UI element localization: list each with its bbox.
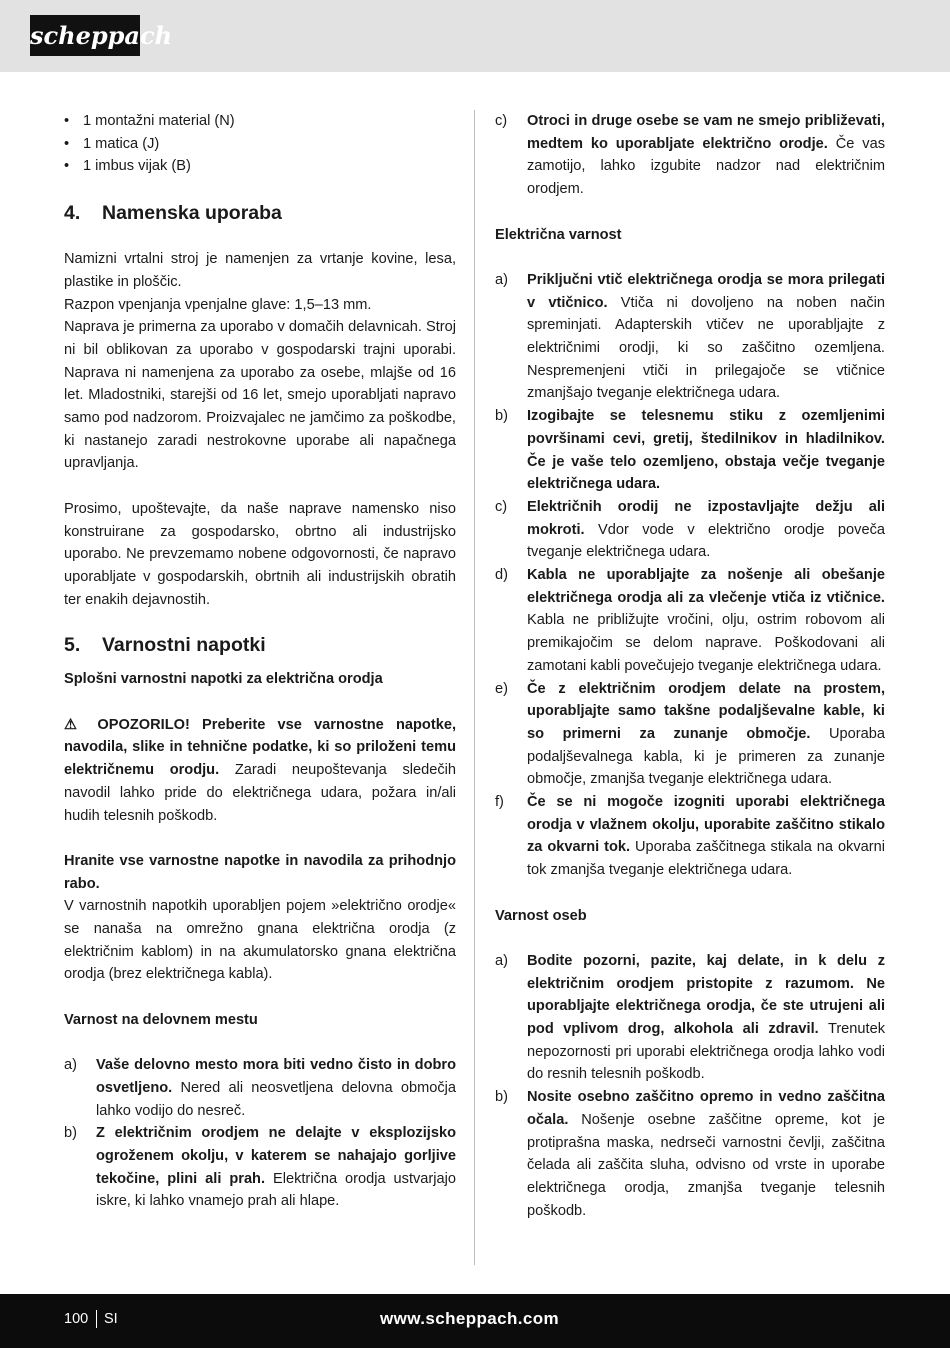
section-heading-5: 5. Varnostni napotki [64, 634, 266, 657]
subheading: Varnost oseb [495, 907, 587, 924]
paragraph: Razpon vpenjanja vpenjalne glave: 1,5–13 mm. [64, 296, 372, 313]
list-item: e) Če z električnim orodjem delate na prostem, uporabljajte samo takšne podaljševalne kable, ki so primerni za zunanje območje. Uporaba podaljševalnega kabla, ki je primeren za zunanje območje, zmanjša tveganje električnega udara. [495, 680, 885, 788]
list-item: • 1 montažni material (N) [64, 110, 456, 133]
keep-instructions: Hranite vse varnostne napotke in navodila za prihodnjo rabo. [64, 852, 456, 892]
list-item: a) Vaše delovno mesto mora biti vedno čisto in dobro osvetljeno. Nered ali neosvetljena delovna območja lahko vodijo do nesreč. [64, 1057, 456, 1119]
paragraph: Naprava je primerna za uporabo v domačih delavnicah. Stroj ni bil oblikovan za uporabo v gospodarski trajni uporabi. Naprava ni namenjena za uporabo za osebe, mlajše od 16 let. Mladostniki, starejši od 16 let, smejo uporabljati napravo samo pod nadzorom. Proizvajalec ne jamčimo za poškodbe, ki nastanejo zaradi nestrokovne uporabe ali napačnega upravljanja. [64, 319, 456, 472]
paragraph: V varnostnih napotkih uporabljen pojem »električno orodje« se nanaša na omrežno gnana električna orodja (z električnim kablom) in na akumulatorsko gnana električna orodja (brez električnega kabla). [64, 898, 456, 983]
subheading: Splošni varnostni napotki za električna orodja [64, 671, 383, 688]
paragraph: Namizni vrtalni stroj je namenjen za vrtanje kovine, lesa, plastike in ploščic. [64, 251, 456, 290]
subheading: Varnost na delovnem mestu [64, 1011, 258, 1028]
paragraph: Prosimo, upoštevajte, da naše naprave namensko niso konstruirane za gospodarsko, obrtno ali industrijsko uporabo. Ne prevzemamo nobene odgovornosti, če napravo uporabljate v gospodarskih, obrtnih ali industrijskih obratih ter enakih dejavnostih. [64, 500, 456, 608]
list-item: b) Z električnim orodjem ne delajte v eksplozijsko ogroženem okolju, v katerem se nahajajo gorljive tekočine, plini ali prah. Električna orodja ustvarjajo iskre, ki lahko vnamejo prah ali hlape. [64, 1125, 456, 1210]
section-heading-4: 4. Namenska uporaba [64, 202, 282, 225]
list-item: c) Električnih orodij ne izpostavljajte dežju ali mokroti. Vdor vode v električno orodje poveča tveganje električnega udara. [495, 498, 885, 561]
list-item: a) Bodite pozorni, pazite, kaj delate, in k delu z električnim orodjem pristopite z razumom. Ne uporabljajte električnega orodja, če ste utrujeni ali pod vplivom drog, alkohola ali zdravil. Trenutek nepozornosti pri uporabi električnega orodja lahko vodi do resnih telesnih poškodb. [495, 952, 885, 1083]
page-number: 100 [64, 1311, 89, 1327]
footer-bar [0, 1294, 950, 1348]
list-item: • 1 imbus vijak (B) [64, 155, 456, 178]
list-item: • 1 matica (J) [64, 133, 456, 156]
language-code: SI [104, 1311, 118, 1327]
list-item: a) Priključni vtič električnega orodja se mora prilegati v vtičnico. Vtiča ni dovoljeno na noben način spreminjati. Adapterskih vtičev ne uporabljajte z električnimi orodji, ki so zaščitno ozemljena. Nespremenjeni vtiči in prilegajoče se vtičnice zmanjšajo tveganje električnega udara. [495, 271, 885, 402]
list-item: b) Nosite osebno zaščitno opremo in vedno zaščitna očala. Nošenje osebne zaščitne opreme, kot je protiprašna maska, nedrseči varnostni čevlji, zaščitna čelada ali zaščita sluha, odvisno od vrste in uporabe električnega orodja, zmanjša tveganje telesnih poškodb. [495, 1089, 885, 1219]
header-bar [0, 0, 950, 72]
column-divider [474, 110, 475, 1265]
right-column [495, 110, 885, 1222]
footer-separator [96, 1310, 97, 1328]
list-item: f) Če se ni mogoče izogniti uporabi električnega orodja v vlažnem okolju, uporabite zaščitno stikalo za okvarni tok. Uporaba zaščitnega stikala na okvarni tok zmanjša tveganje električnega udara. [495, 794, 885, 879]
subheading: Električna varnost [495, 226, 622, 243]
left-column [64, 110, 456, 1213]
website-link[interactable]: www.scheppach.com [380, 1309, 560, 1328]
list-item: b) Izogibajte se telesnemu stiku z ozemljenimi površinami cevi, gretij, štedilnikov in hladilnikov. Če je vaše telo ozemljeno, obstaja večje tveganje električnega udara. [495, 408, 885, 493]
warning-paragraph: ⚠ OPOZORILO! Preberite vse varnostne napotke, navodila, slike in tehnične podatke, ki so priloženi temu električnemu orodju. Zaradi neupoštevanja sledečih navodil lahko pride do električnega udara, požara in/ali hudih telesnih poškodb. [64, 716, 456, 824]
brand-logo: scheppach [30, 15, 140, 56]
list-item: c) Otroci in druge osebe se vam ne smejo približevati, medtem ko uporabljate električno orodje. Če vas zamotijo, lahko izgubite nadzor nad električnim orodjem. [495, 113, 885, 198]
list-item: d) Kabla ne uporabljajte za nošenje ali obešanje električnega orodja ali za vlečenje vtiča iz vtičnice. Kabla ne približujte vročini, olju, ostrim robovom ali premikajočim se delom naprave. Poškodovani ali zamotani kabli povečujejo tveganje električnega udara. [495, 567, 885, 674]
